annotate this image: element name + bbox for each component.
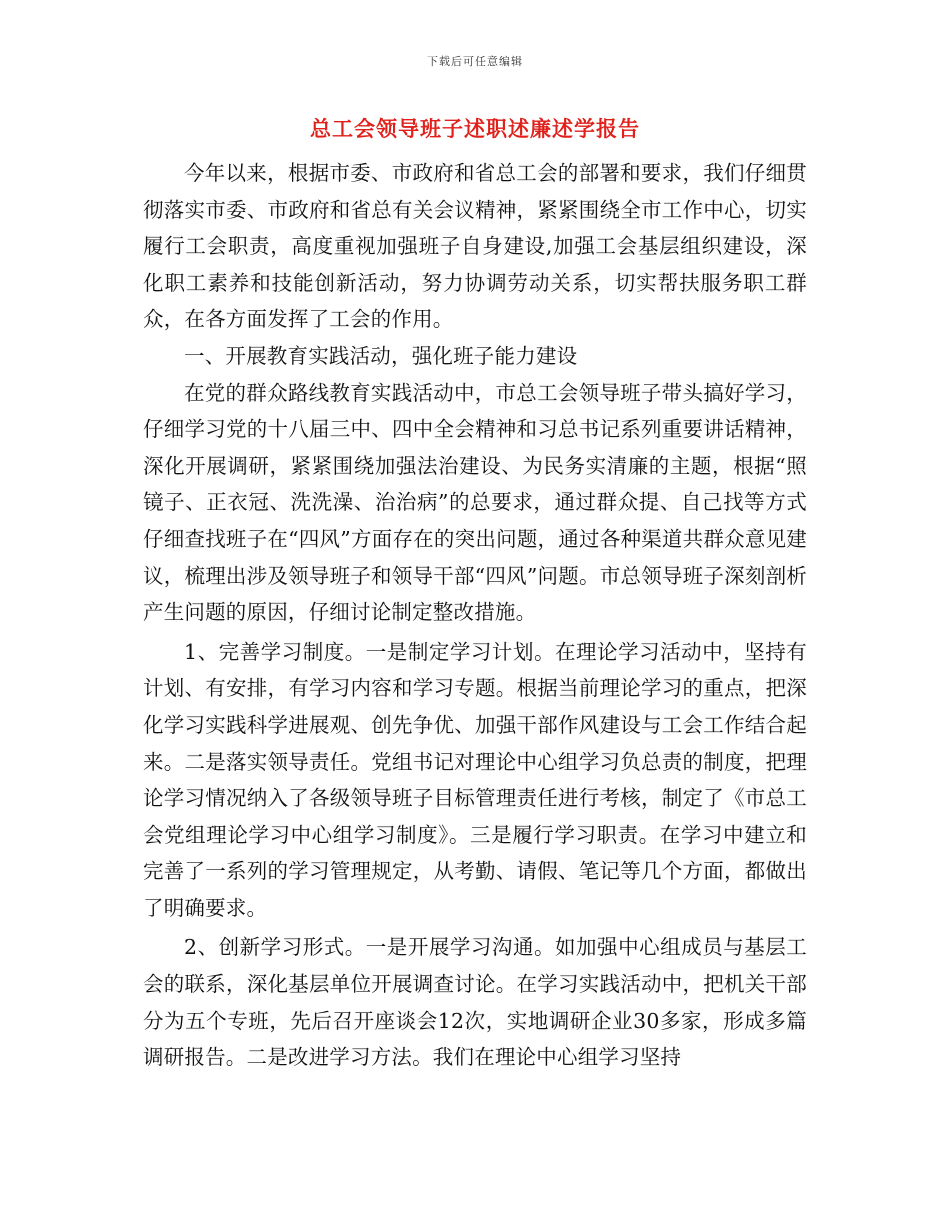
paragraph-intro: 今年以来，根据市委、市政府和省总工会的部署和要求，我们仔细贯彻落实市委、市政府和省总有关会议精神，紧紧围绕全市工作中心，切实履行工会职责，高度重视加强班子自身建设,加强工会基层组织建设，深化职工素养和技能创新活动，努力协调劳动关系，切实帮扶服务职工群众，在各方面发挥了工会的作用。 bbox=[143, 161, 807, 332]
paragraph-item-2: 2、创新学习形式。一是开展学习沟通。如加强中心组成员与基层工会的联系，深化基层单位开展调查讨论。在学习实践活动中，把机关干部分为五个专班，先后召开座谈会12次，实地调研企业30多家，形成多篇调研报告。二是改进学习方法。我们在理论中心组学习坚持 bbox=[143, 935, 807, 1070]
header-note: 下载后可任意编辑 bbox=[427, 55, 523, 68]
document-body bbox=[143, 155, 807, 1076]
section-heading-1: 一、开展教育实践活动，强化班子能力建设 bbox=[184, 343, 578, 368]
document-title: 总工会领导班子述职述廉述学报告 bbox=[310, 116, 640, 141]
paragraph-item-1: 1、完善学习制度。一是制定学习计划。在理论学习活动中，坚持有计划、有安排，有学习内容和学习专题。根据当前理论学习的重点，把深化学习实践科学进展观、创先争优、加强干部作风建设与工会工作结合起来。二是落实领导责任。党组书记对理论中心组学习负总责的制度，把理论学习情况纳入了各级领导班子目标管理责任进行考核，制定了《市总工会党组理论学习中心组学习制度》。三是履行学习职责。在学习中建立和完善了一系列的学习管理规定，从考勤、请假、笔记等几个方面，都做出了明确要求。 bbox=[143, 639, 807, 920]
paragraph-section-1: 在党的群众路线教育实践活动中，市总工会领导班子带头搞好学习，仔细学习党的十八届三中、四中全会精神和习总书记系列重要讲话精神，深化开展调研，紧紧围绕加强法治建设、为民务实清廉的主题，根据“照镜子、正衣冠、洗洗澡、治治病”的总要求，通过群众提、自己找等方式仔细查找班子在“四风”方面存在的突出问题，通过各种渠道共群众意见建议，梳理出涉及领导班子和领导干部“四风”问题。市总领导班子深刻剖析产生问题的原因，仔细讨论制定整改措施。 bbox=[143, 380, 807, 625]
